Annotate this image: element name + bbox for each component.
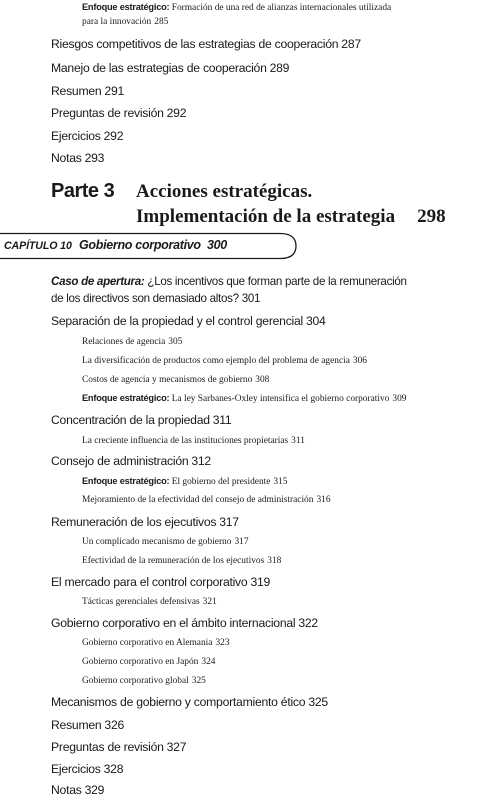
- subsection-label: Tácticas gerenciales defensivas: [82, 597, 200, 607]
- toc-section[interactable]: [51, 84, 124, 98]
- page-number: 289: [269, 61, 290, 75]
- opening-case-cont[interactable]: [51, 292, 260, 305]
- page-number: 327: [166, 740, 187, 754]
- toc-section[interactable]: [51, 762, 123, 776]
- part-label: Parte 3: [51, 180, 115, 202]
- toc-subsection[interactable]: [82, 556, 281, 566]
- section-label: Manejo de las estrategias de cooperación: [51, 61, 267, 75]
- focus-text: Formación de una red de alianzas internacionales utilizada: [171, 3, 392, 13]
- section-label: Notas: [51, 151, 82, 165]
- section-label: El mercado para el control corporativo: [51, 575, 248, 589]
- toc-subsection[interactable]: [82, 356, 367, 366]
- toc-section[interactable]: [51, 454, 211, 468]
- section-label: Ejercicios: [51, 129, 101, 143]
- opening-case-text-cont: de los directivos son demasiado altos?: [51, 292, 239, 305]
- subsection-label: Gobierno corporativo global: [82, 676, 189, 686]
- page-number: 304: [305, 314, 326, 328]
- page-number: 285: [154, 17, 169, 27]
- toc-subsection[interactable]: [82, 657, 215, 667]
- toc-section[interactable]: [51, 515, 239, 529]
- section-label: Ejercicios: [51, 762, 101, 776]
- subsection-label: Mejoramiento de la efectividad del consejo de administración: [82, 495, 314, 505]
- section-label: Preguntas de revisión: [51, 106, 164, 120]
- toc-focus-entry[interactable]: [82, 2, 391, 13]
- section-label: Notas: [51, 783, 82, 797]
- page-number: 301: [241, 292, 261, 305]
- page-number: 287: [341, 37, 361, 51]
- subsection-label: Efectividad de la remuneración de los ejecutivos: [82, 556, 265, 566]
- page-number: 300: [206, 238, 227, 252]
- focus-label: Enfoque estratégico:: [82, 393, 170, 403]
- toc-subsection[interactable]: [82, 638, 230, 648]
- page-number: 306: [352, 356, 367, 366]
- page-number: 324: [201, 657, 216, 667]
- subsection-label: Un complicado mecanismo de gobierno: [82, 537, 232, 547]
- subsection-label: Relaciones de agencia: [82, 337, 166, 347]
- section-label: Concentración de la propiedad: [51, 413, 210, 427]
- opening-case-label: Caso de apertura:: [51, 275, 145, 288]
- section-label: Consejo de administración: [51, 454, 189, 468]
- page-number: 315: [273, 477, 288, 487]
- section-label: Mecanismos de gobierno y comportamiento ético: [51, 695, 306, 709]
- toc-section[interactable]: [51, 616, 318, 630]
- toc-subsection[interactable]: [82, 337, 182, 347]
- focus-label: Enfoque estratégico:: [82, 476, 170, 486]
- focus-text: La ley Sarbanes-Oxley intensifica el gobierno corporativo: [171, 394, 390, 404]
- page-number: 329: [84, 783, 105, 797]
- page-number: 322: [298, 616, 318, 630]
- page-number: 316: [316, 495, 331, 505]
- page-number: 293: [84, 151, 105, 165]
- toc-section[interactable]: [51, 129, 123, 143]
- page-number: 305: [168, 337, 183, 347]
- page-number: 311: [212, 413, 232, 427]
- section-label: Separación de la propiedad y el control gerencial: [51, 314, 303, 328]
- opening-case-text: ¿Los incentivos que forman parte de la remuneración: [147, 275, 407, 288]
- focus-text-cont: para la innovación: [82, 17, 152, 27]
- page-number: 328: [103, 762, 124, 776]
- toc-section[interactable]: [51, 314, 326, 328]
- page-number: 292: [103, 129, 124, 143]
- toc-subsection[interactable]: [82, 537, 249, 547]
- page-number: 312: [191, 454, 211, 468]
- toc-subsection[interactable]: [82, 436, 305, 446]
- toc-section[interactable]: [51, 695, 328, 709]
- section-label: Riesgos competitivos de las estrategias de cooperación: [51, 37, 339, 51]
- chapter-number: CAPÍTULO 10: [4, 240, 72, 252]
- page-number: 326: [104, 718, 125, 732]
- page-number: 317: [219, 515, 239, 529]
- toc-subsection[interactable]: [82, 597, 217, 607]
- subsection-label: Gobierno corporativo en Japón: [82, 657, 199, 667]
- toc-section[interactable]: [51, 61, 289, 75]
- section-label: Preguntas de revisión: [51, 740, 164, 754]
- toc-section[interactable]: [51, 106, 186, 120]
- toc-section[interactable]: [51, 151, 104, 165]
- toc-focus-entry[interactable]: [82, 393, 406, 404]
- subsection-label: La creciente influencia de las instituciones propietarias: [82, 436, 289, 446]
- toc-section[interactable]: [51, 718, 124, 732]
- toc-section[interactable]: [51, 37, 361, 51]
- toc-section[interactable]: [51, 783, 104, 797]
- part-title-line1: Acciones estratégicas.: [136, 181, 313, 202]
- subsection-label: La diversificación de productos como ejemplo del problema de agencia: [82, 356, 350, 366]
- toc-section[interactable]: [51, 740, 186, 754]
- opening-case[interactable]: [51, 275, 407, 288]
- page-number: 325: [191, 676, 206, 686]
- section-label: Resumen: [51, 84, 102, 98]
- page-number: 318: [267, 556, 282, 566]
- page-number: 291: [104, 84, 125, 98]
- section-label: Gobierno corporativo en el ámbito internacional: [51, 616, 296, 630]
- page-number: 319: [250, 575, 271, 589]
- toc-subsection[interactable]: [82, 676, 206, 686]
- part-title-text: Implementación de la estrategia: [136, 206, 396, 227]
- toc-focus-entry[interactable]: [82, 476, 287, 487]
- section-label: Resumen: [51, 718, 102, 732]
- page-number: 308: [255, 375, 270, 385]
- page-number: 298: [417, 206, 446, 227]
- page-number: 311: [291, 436, 305, 446]
- page-number: 309: [392, 394, 407, 404]
- part-title-line2[interactable]: [136, 206, 446, 228]
- focus-text: El gobierno del presidente: [171, 477, 271, 487]
- chapter-heading[interactable]: [4, 238, 227, 252]
- subsection-label: Gobierno corporativo en Alemania: [82, 638, 213, 648]
- toc-subsection[interactable]: [82, 495, 331, 505]
- section-label: Remuneración de los ejecutivos: [51, 515, 217, 529]
- toc-section[interactable]: [51, 575, 270, 589]
- chapter-title: Gobierno corporativo: [78, 238, 201, 252]
- page-number: 317: [234, 537, 249, 547]
- subsection-label: Costos de agencia y mecanismos de gobierno: [82, 375, 253, 385]
- toc-subsection[interactable]: [82, 375, 269, 385]
- focus-label: Enfoque estratégico:: [82, 2, 170, 12]
- toc-section[interactable]: [51, 413, 231, 427]
- page-number: 325: [308, 695, 328, 709]
- page-number: 321: [202, 597, 217, 607]
- page-number: 323: [215, 638, 230, 648]
- toc-focus-entry-cont[interactable]: [82, 17, 168, 27]
- page-number: 292: [166, 106, 187, 120]
